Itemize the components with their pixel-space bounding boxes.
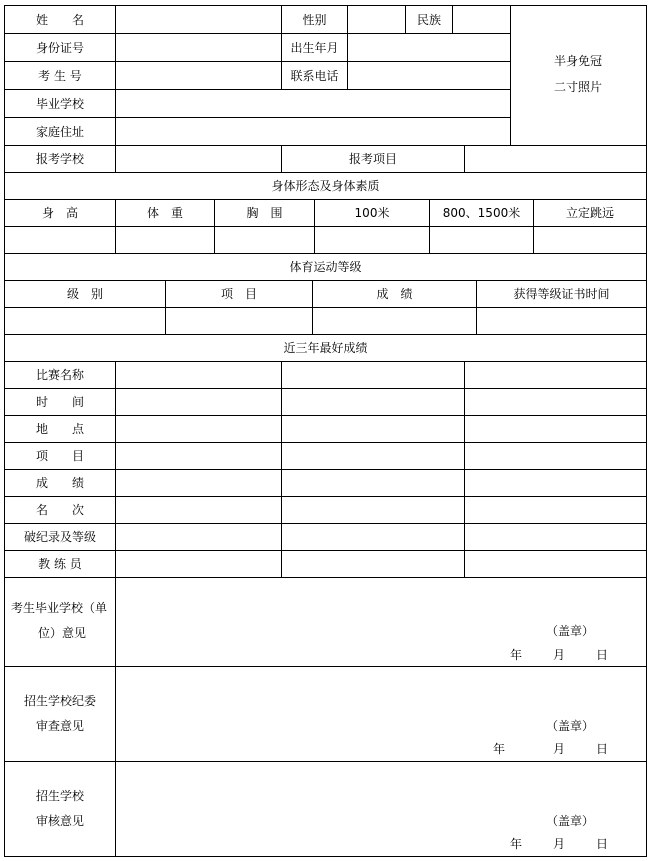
best-row-label-time: 时 间 [35,395,84,409]
grade-input-result[interactable] [313,308,476,334]
opinion-3-seal: （盖章） [546,814,595,828]
birth-date-field[interactable] [348,34,510,61]
opinion-1-field[interactable] [116,578,646,666]
graduate-school-label: 毕业学校 [35,96,84,111]
photo-text-line2: 二寸照片 [554,80,603,94]
name-label: 姓 名 [35,12,84,27]
opinion-2-field[interactable] [116,667,646,761]
physique-input-chest[interactable] [215,227,314,253]
exam-number-field[interactable] [116,62,281,89]
physique-input-weight[interactable] [116,227,214,253]
opinion-2-month: 月 [553,742,566,756]
physique-header-100m: 100米 [354,206,390,220]
grade-header-cert-date: 获得等级证书时间 [513,287,610,301]
physique-input-height[interactable] [5,227,115,253]
id-number-label: 身份证号 [35,40,84,55]
phone-field[interactable] [348,62,510,89]
opinion-2-seal: （盖章） [546,719,595,733]
id-number-field[interactable] [116,34,281,61]
graduate-school-field[interactable] [116,90,510,117]
physique-header-height: 身 高 [41,206,78,220]
physique-section-title: 身体形态及身体素质 [271,179,380,193]
opinion-2-year: 年 [493,742,506,756]
border-right [646,5,647,857]
physique-header-800m: 800、1500米 [442,206,521,220]
best-input-grid[interactable] [116,362,646,577]
grade-header-level: 级 别 [66,287,103,301]
best-row-label-result: 成 绩 [35,476,84,490]
best-row-label-rank: 名 次 [35,503,84,517]
opinion-1-seal: （盖章） [546,624,595,638]
applied-event-label: 报考项目 [348,152,397,166]
best-results-section-title: 近三年最好成绩 [283,341,368,355]
phone-label: 联系电话 [290,68,339,83]
opinion-3-day: 日 [596,837,609,851]
birth-date-label: 出生年月 [290,40,339,55]
grade-header-event: 项 目 [220,287,257,301]
grade-section-title: 体育运动等级 [289,260,362,274]
photo-text-line1: 半身免冠 [554,54,603,68]
opinion-2-label-line1: 招生学校纪委 [24,694,97,708]
opinion-1-label-line2: 位）意见 [38,626,87,640]
opinion-3-year: 年 [510,837,523,851]
home-address-label: 家庭住址 [35,124,84,139]
photo-box[interactable] [511,6,646,145]
best-row-label-coach: 教 练 员 [38,557,82,571]
gender-label: 性别 [302,12,327,27]
grade-input-level[interactable] [5,308,165,334]
grade-input-event[interactable] [166,308,312,334]
best-row-label-event: 项 目 [35,449,84,463]
applied-school-label: 报考学校 [35,152,84,166]
applied-event-field[interactable] [465,146,646,172]
name-field[interactable] [116,6,281,33]
opinion-1-month: 月 [553,648,566,662]
physique-header-chest: 胸 围 [246,206,283,220]
opinion-3-label-line2: 审核意见 [36,814,85,828]
opinion-1-day: 日 [596,648,609,662]
opinion-3-label-line1: 招生学校 [36,789,85,803]
best-row-label-competition: 比赛名称 [35,368,84,382]
best-row-label-place: 地 点 [35,422,84,436]
opinion-1-year: 年 [510,648,523,662]
best-row-label-record: 破纪录及等级 [23,530,96,544]
physique-header-jump: 立定跳远 [565,206,614,220]
exam-number-label: 考 生 号 [38,68,82,83]
opinion-3-field[interactable] [116,762,646,856]
physique-header-weight: 体 重 [146,206,183,220]
grade-input-cert-date[interactable] [477,308,646,334]
opinion-2-day: 日 [596,742,609,756]
ethnicity-label: 民族 [416,12,441,27]
gender-field[interactable] [348,6,405,33]
opinion-1-label-line1: 考生毕业学校（单 [11,601,108,615]
physique-input-jump[interactable] [534,227,646,253]
grade-header-result: 成 绩 [376,287,413,301]
physique-input-800m[interactable] [430,227,533,253]
ethnicity-field[interactable] [453,6,510,33]
border-bottom [4,856,647,857]
opinion-2-label-line2: 审查意见 [36,719,85,733]
home-address-field[interactable] [116,118,510,145]
applied-school-field[interactable] [116,146,281,172]
opinion-3-month: 月 [553,837,566,851]
physique-input-100m[interactable] [315,227,429,253]
